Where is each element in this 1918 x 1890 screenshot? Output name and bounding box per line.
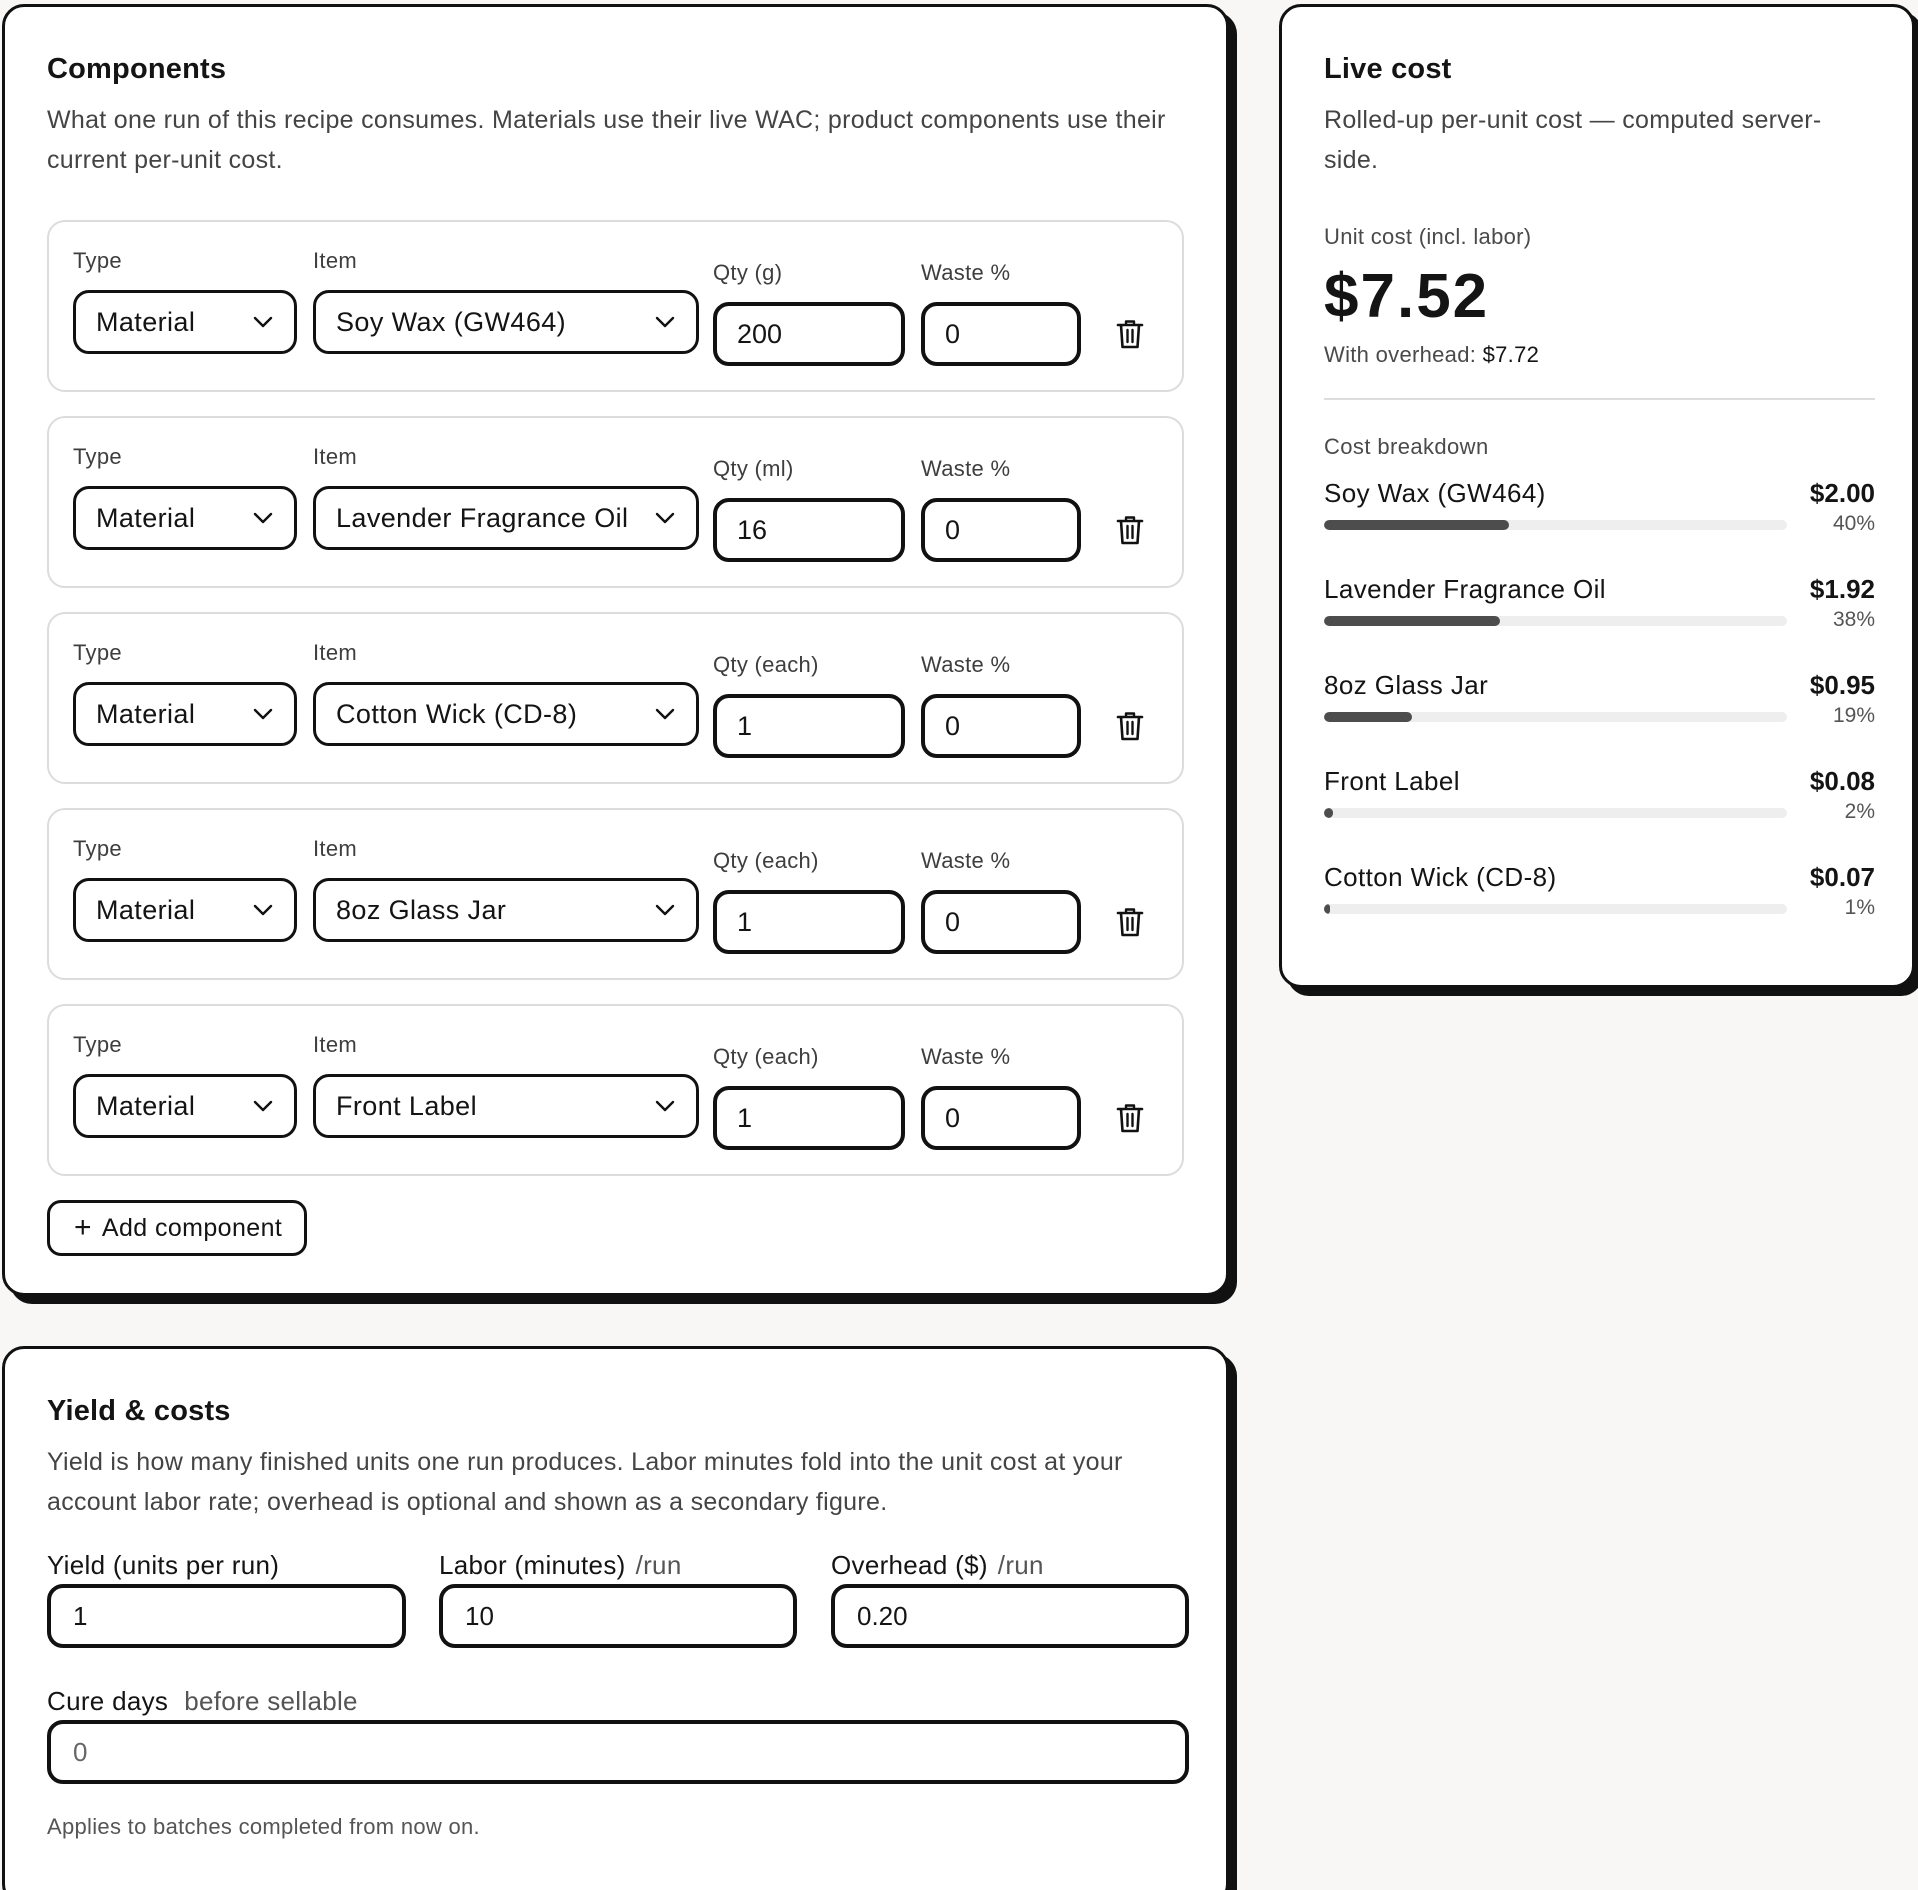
qty-input[interactable]: 1: [713, 890, 905, 954]
item-label: Item: [313, 1032, 357, 1057]
breakdown-amount: $0.07: [1809, 862, 1875, 892]
components-card: [2, 4, 1229, 1296]
qty-label: Qty (each): [713, 652, 819, 677]
component-row: [47, 808, 1184, 980]
item-label: Item: [313, 640, 357, 665]
divider: [1324, 398, 1875, 400]
plus-icon: +: [74, 1211, 92, 1244]
cost-breakdown-item: [1324, 478, 1875, 574]
breakdown-percent: 40%: [1832, 512, 1875, 535]
item-select[interactable]: [313, 1074, 699, 1138]
breakdown-percent: 2%: [1844, 800, 1875, 823]
waste-input[interactable]: 0: [921, 890, 1081, 954]
type-label: Type: [73, 1032, 122, 1057]
breakdown-percent: 1%: [1844, 896, 1875, 919]
breakdown-bar-track: [1324, 808, 1787, 818]
component-row: [47, 220, 1184, 392]
chevron-down-icon: [654, 1095, 676, 1117]
type-select-value: Material: [96, 894, 196, 925]
components-description: What one run of this recipe consumes. Materials use their live WAC; product components use their current per-unit cost.: [47, 106, 1166, 174]
overhead-label: Overhead ($) /run: [831, 1550, 1044, 1580]
cost-breakdown-list: [1324, 478, 1875, 958]
waste-label: Waste %: [921, 848, 1011, 873]
type-select[interactable]: [73, 290, 297, 354]
type-select[interactable]: [73, 878, 297, 942]
breakdown-amount: $1.92: [1809, 574, 1875, 604]
components-title: Components: [47, 53, 227, 85]
yield-fields: [47, 1550, 1184, 1890]
unit-cost-label: Unit cost (incl. labor): [1324, 224, 1532, 249]
cure-days-suffix: before sellable: [184, 1686, 358, 1716]
type-select[interactable]: [73, 486, 297, 550]
breakdown-percent: 38%: [1832, 608, 1875, 631]
item-select-value: 8oz Glass Jar: [336, 894, 507, 925]
live-cost-description: Rolled-up per-unit cost — computed server-side.: [1324, 106, 1822, 174]
item-select[interactable]: [313, 682, 699, 746]
qty-input[interactable]: 1: [713, 694, 905, 758]
type-select-value: Material: [96, 698, 196, 729]
waste-input[interactable]: 0: [921, 694, 1081, 758]
waste-label: Waste %: [921, 456, 1011, 481]
breakdown-name: Soy Wax (GW464): [1324, 478, 1546, 508]
qty-label: Qty (ml): [713, 456, 794, 481]
type-label: Type: [73, 836, 122, 861]
type-label: Type: [73, 444, 122, 469]
breakdown-bar-track: [1324, 520, 1787, 530]
chevron-down-icon: [252, 899, 274, 921]
breakdown-amount: $2.00: [1809, 478, 1875, 508]
breakdown-bar-fill: [1324, 520, 1509, 530]
breakdown-percent: 19%: [1832, 704, 1875, 727]
cure-days-label: Cure days before sellable: [47, 1686, 358, 1716]
trash-icon[interactable]: [1115, 514, 1147, 548]
item-select[interactable]: [313, 486, 699, 550]
type-select[interactable]: [73, 1074, 297, 1138]
chevron-down-icon: [654, 311, 676, 333]
chevron-down-icon: [252, 507, 274, 529]
item-label: Item: [313, 836, 357, 861]
trash-icon[interactable]: [1115, 906, 1147, 940]
cure-days-input[interactable]: 0: [47, 1720, 1189, 1784]
item-label: Item: [313, 444, 357, 469]
breakdown-name: Cotton Wick (CD-8): [1324, 862, 1557, 892]
component-list: [47, 220, 1184, 1176]
type-label: Type: [73, 640, 122, 665]
chevron-down-icon: [252, 311, 274, 333]
with-overhead-value: $7.72: [1482, 342, 1540, 367]
chevron-down-icon: [654, 899, 676, 921]
overhead-input[interactable]: 0.20: [831, 1584, 1189, 1648]
cost-breakdown-title: Cost breakdown: [1324, 434, 1489, 459]
cure-days-hint: Applies to batches completed from now on.: [47, 1814, 480, 1839]
waste-label: Waste %: [921, 652, 1011, 677]
breakdown-bar-track: [1324, 616, 1787, 626]
waste-input[interactable]: 0: [921, 1086, 1081, 1150]
type-select-value: Material: [96, 1090, 196, 1121]
yield-description: Yield is how many finished units one run produces. Labor minutes fold into the unit cost at your account labor rate; overhead is optional and shown as a secondary figure.: [47, 1448, 1123, 1516]
breakdown-bar-fill: [1324, 808, 1333, 818]
item-select-value: Front Label: [336, 1090, 477, 1121]
breakdown-bar-fill: [1324, 616, 1500, 626]
waste-input[interactable]: 0: [921, 302, 1081, 366]
breakdown-amount: $0.95: [1809, 670, 1875, 700]
breakdown-bar-fill: [1324, 904, 1330, 914]
item-select-value: Soy Wax (GW464): [336, 306, 567, 337]
labor-input[interactable]: 10: [439, 1584, 797, 1648]
type-select-value: Material: [96, 502, 196, 533]
cost-breakdown-item: [1324, 862, 1875, 958]
overhead-suffix: /run: [997, 1550, 1044, 1580]
yield-input[interactable]: 1: [47, 1584, 406, 1648]
breakdown-bar-fill: [1324, 712, 1412, 722]
item-select-value: Cotton Wick (CD-8): [336, 698, 578, 729]
qty-label: Qty (each): [713, 848, 819, 873]
waste-label: Waste %: [921, 1044, 1011, 1069]
yield-title: Yield & costs: [47, 1395, 231, 1427]
breakdown-amount: $0.08: [1809, 766, 1875, 796]
item-select[interactable]: [313, 878, 699, 942]
component-row: [47, 612, 1184, 784]
chevron-down-icon: [252, 703, 274, 725]
qty-input[interactable]: 16: [713, 498, 905, 562]
trash-icon[interactable]: [1115, 1102, 1147, 1136]
breakdown-name: 8oz Glass Jar: [1324, 670, 1489, 700]
item-select[interactable]: [313, 290, 699, 354]
qty-label: Qty (g): [713, 260, 783, 285]
labor-label: Labor (minutes) /run: [439, 1550, 682, 1580]
component-row: [47, 1004, 1184, 1176]
add-component-button[interactable]: [47, 1200, 307, 1256]
chevron-down-icon: [252, 1095, 274, 1117]
cost-breakdown-item: [1324, 670, 1875, 766]
chevron-down-icon: [654, 507, 676, 529]
trash-icon[interactable]: [1115, 318, 1147, 352]
cost-breakdown-item: [1324, 574, 1875, 670]
breakdown-name: Front Label: [1324, 766, 1460, 796]
qty-label: Qty (each): [713, 1044, 819, 1069]
qty-input[interactable]: 200: [713, 302, 905, 366]
waste-label: Waste %: [921, 260, 1011, 285]
cost-breakdown-item: [1324, 766, 1875, 862]
unit-cost-value: $7.52: [1324, 262, 1490, 331]
trash-icon[interactable]: [1115, 710, 1147, 744]
qty-input[interactable]: 1: [713, 1086, 905, 1150]
breakdown-name: Lavender Fragrance Oil: [1324, 574, 1606, 604]
item-label: Item: [313, 248, 357, 273]
live-cost-card: [1279, 4, 1915, 988]
type-select-value: Material: [96, 306, 196, 337]
chevron-down-icon: [654, 703, 676, 725]
labor-suffix: /run: [635, 1550, 682, 1580]
breakdown-bar-track: [1324, 712, 1787, 722]
item-select-value: Lavender Fragrance Oil: [336, 502, 629, 533]
with-overhead-label: With overhead:: [1324, 342, 1477, 367]
yield-label: Yield (units per run): [47, 1550, 280, 1580]
type-select[interactable]: [73, 682, 297, 746]
with-overhead: [1324, 342, 1870, 368]
component-row: [47, 416, 1184, 588]
breakdown-bar-track: [1324, 904, 1787, 914]
type-label: Type: [73, 248, 122, 273]
yield-costs-card: [2, 1346, 1229, 1890]
add-component-label: Add component: [101, 1213, 283, 1242]
live-cost-title: Live cost: [1324, 53, 1452, 85]
waste-input[interactable]: 0: [921, 498, 1081, 562]
